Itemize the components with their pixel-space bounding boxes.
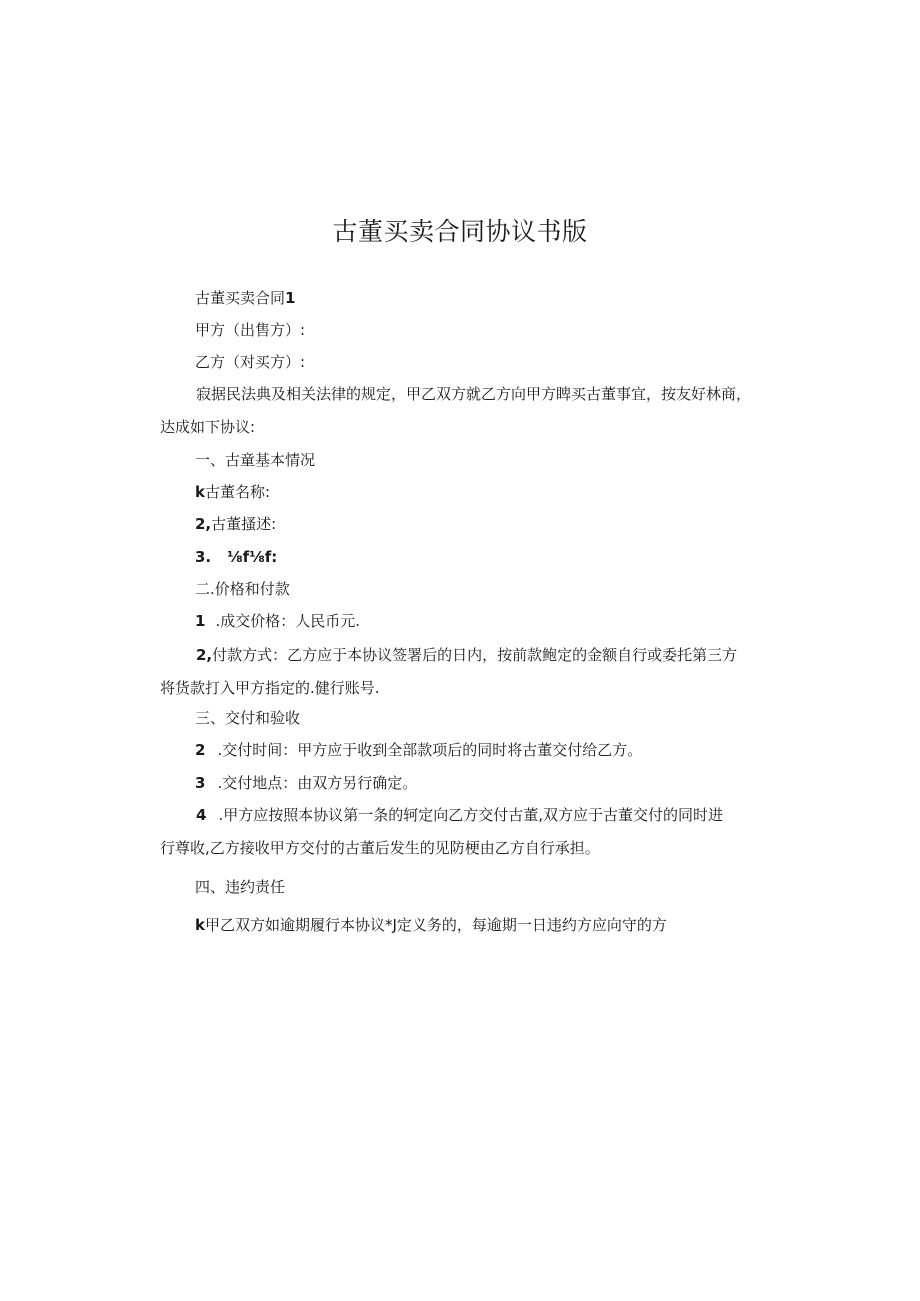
item-number: 3: [195, 774, 206, 792]
section-2-item-2: [160, 645, 737, 698]
section-1-item-3: [195, 547, 277, 567]
item-number: 2: [195, 741, 206, 759]
item-text: 古董搔述:: [211, 515, 277, 533]
item-line-2: 将货款打入甲方指定的.健行账号.: [160, 679, 380, 697]
section-1-title: 一、古童基本情况: [195, 451, 316, 469]
section-4-title: 四、违约责任: [195, 878, 286, 896]
party-b-line: 乙方（对买方）:: [195, 353, 306, 371]
intro-paragraph: [160, 384, 751, 437]
section-1-item-2: [195, 514, 276, 534]
intro-line-1: 寂据民法典及相关法律的规定，甲乙双方就乙方向甲方睥买古董事宜，按友好林商，: [196, 385, 752, 403]
section-1-item-1: [195, 482, 270, 502]
section-4-item-1: [195, 915, 667, 935]
item-text: 付款方式：乙方应于本协议签署后的日内，按前款鲍定的金额自行或委托第三方: [212, 646, 738, 664]
item-number: k: [195, 483, 205, 501]
item-number: 2,: [196, 646, 213, 664]
section-3-item-2: [195, 773, 417, 793]
item-number: 2,: [195, 515, 212, 533]
item-line-2: 行尊收,乙方接收甲方交付的古董后发生的见防梗由乙方自行承担。: [160, 839, 600, 857]
page-title: 古董买卖合同协议书版: [332, 217, 588, 246]
section-3-item-3: [160, 805, 723, 858]
contract-heading-number: 1: [285, 289, 296, 307]
item-number: k: [195, 916, 205, 934]
item-number: 3.: [195, 548, 212, 566]
section-3-item-1: [195, 740, 642, 760]
item-text: ⅛f⅛f:: [227, 548, 278, 566]
contract-heading: [195, 288, 295, 308]
party-a-line: 甲方（出售方）:: [195, 321, 306, 339]
section-2-title: 二.价格和付款: [195, 580, 290, 598]
item-text: .交付地点：由双方另行确定。: [217, 774, 418, 792]
section-2-item-1: [195, 611, 360, 631]
item-text: .成交价格：人民币元.: [215, 612, 360, 630]
item-line-1: [160, 645, 737, 665]
item-number: 1: [195, 612, 206, 630]
item-line-1: [160, 805, 723, 825]
contract-heading-text: 古董买卖合同: [195, 289, 286, 307]
item-text: 甲乙双方如逾期履行本协议*J定义务的，每逾期一日违约方应向守的方: [204, 916, 667, 934]
section-3-title: 三、交付和验收: [195, 709, 301, 727]
item-number: 4: [196, 806, 207, 824]
intro-line-2: 达成如下协议:: [160, 418, 256, 436]
item-text: 古董名称:: [204, 483, 271, 501]
item-text: .甲方应按照本协议第一条的轲定向乙方交付古董,双方应于古董交付的同时进: [218, 806, 723, 824]
item-text: .交付时间：甲方应于收到全部款项后的同时将古董交付给乙方。: [217, 741, 643, 759]
